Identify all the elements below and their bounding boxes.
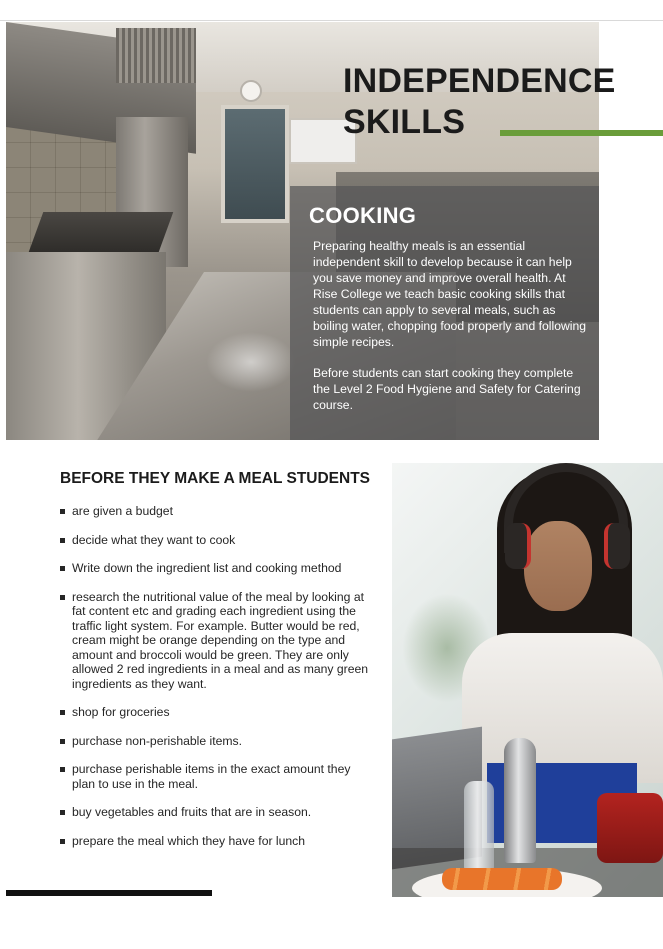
kitchen-door [221,105,289,223]
list-item: Write down the ingredient list and cooking method [60,561,374,576]
list-item: decide what they want to cook [60,533,374,548]
cooking-paragraph-1: Preparing healthy meals is an essential independent skill to develop because it can help you save money and improve overall health. At Rise College we teach basic cooking skills that students can apply to several meals, such as boiling water, chopping food properly and following simple recipes. [313,239,587,349]
red-pot [597,793,663,863]
cooking-paragraph-2: Before students can start cooking they complete the Level 2 Food Hygiene and Safety for Catering course. [313,366,581,412]
bottom-divider [6,890,212,896]
title-accent-bar [500,130,663,136]
pepper-grinder [504,738,536,863]
headphone-cup-left [505,523,531,569]
title-line-1: INDEPENDENCE [343,62,616,100]
list-item: buy vegetables and fruits that are in season. [60,805,374,820]
extractor-vent [116,28,196,83]
headphone-cup-right [604,523,630,569]
stove-top [29,212,174,252]
list-item: prepare the meal which they have for lunch [60,834,374,849]
wall-clock [240,80,262,102]
list-item: purchase non-perishable items. [60,734,374,749]
list-item: are given a budget [60,504,374,519]
top-divider [0,20,663,21]
salt-grinder [464,781,494,871]
counter-reflection [206,332,296,392]
carrots [442,868,562,890]
title-line-2: SKILLS [343,103,466,141]
list-item: shop for groceries [60,705,374,720]
list-item: research the nutritional value of the meal by looking at fat content etc and grading each ingredient using the traffic light system. For example. Butter would be red, cream might be orange depending on the type and amount and broccoli would be green. They are only allowed 2 red ingredients in a meal and as many green ingredients as they want. [60,590,374,692]
list-item: purchase perishable items in the exact amount they plan to use in the meal. [60,762,374,791]
student-top [462,633,663,783]
steps-list [60,504,374,848]
cooking-heading: COOKING [309,203,417,228]
student-cooking-photo [392,463,663,897]
steps-heading: BEFORE THEY MAKE A MEAL STUDENTS [60,470,371,487]
